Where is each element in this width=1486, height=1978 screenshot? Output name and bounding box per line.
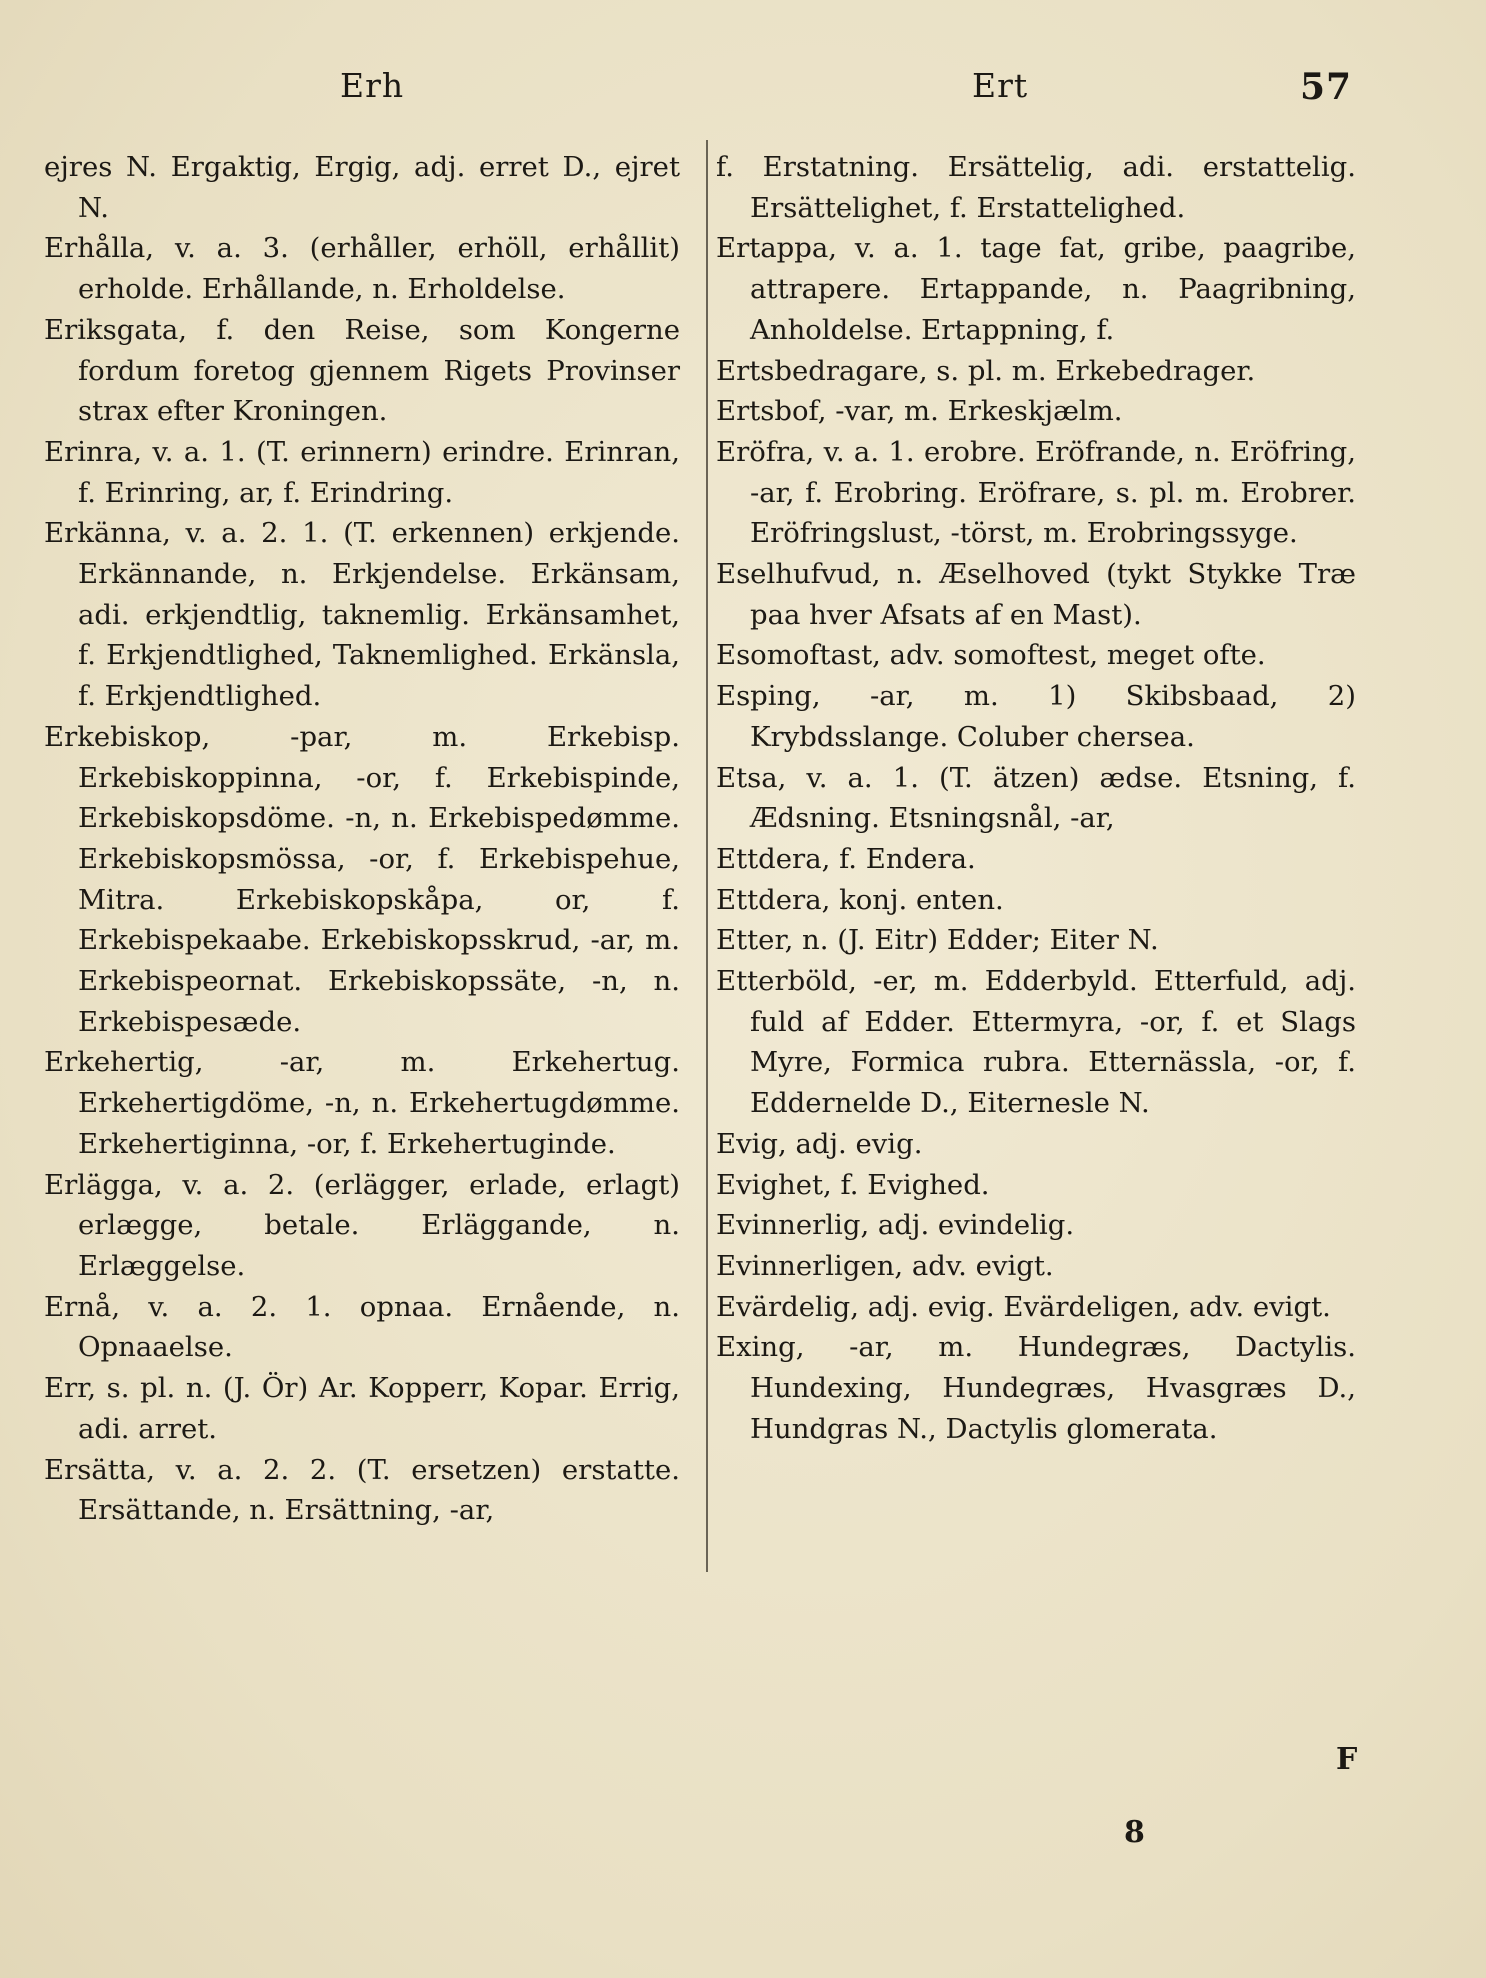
entry-etsa: Etsa, v. a. 1. (T. ätzen) ædse. Etsning, f. Ædsning. Etsningsnål, -ar, <box>716 761 1356 835</box>
entry-etterbold: Etterböld, -er, m. Edderbyld. Etterfuld, adj. fuld af Edder. Ettermyra, -or, f. et Slags Myre, Formica rubra. Etternässla, -or, f. Eddernelde D., Eiternesle N. <box>716 965 1356 1120</box>
right-column <box>716 147 1356 1450</box>
entry-ettdera-1: Ettdera, f. Endera. <box>716 842 976 875</box>
page-number: 57 <box>1300 66 1353 108</box>
entry-err: Err, s. pl. n. (J. Ör) Ar. Kopperr, Kopar. Errig, adi. arret. <box>44 1372 680 1445</box>
entry-ersattning-cont: f. Erstatning. Ersättelig, adi. erstattelig. Ersättelighet, f. Erstattelighed. <box>716 151 1356 224</box>
entry-ettdera-2: Ettdera, konj. enten. <box>716 883 1004 916</box>
entry-eselhufvud: Eselhufvud, n. Æselhoved (tykt Stykke Træ paa hver Afsats af en Mast). <box>716 558 1356 631</box>
entry-erlagga: Erlägga, v. a. 2. (erlägger, erlade, erlagt) erlægge, betale. Erläggande, n. Erlæggelse. <box>44 1168 680 1282</box>
entry-ertsbof: Ertsbof, -var, m. Erkeskjælm. <box>716 395 1123 428</box>
entry-esomoftast: Esomoftast, adv. somoftest, meget ofte. <box>716 639 1266 672</box>
entry-evighet: Evighet, f. Evighed. <box>716 1168 990 1201</box>
entry-etter: Etter, n. (J. Eitr) Edder; Eiter N. <box>716 924 1159 957</box>
entry-erkanna: Erkänna, v. a. 2. 1. (T. erkennen) erkjende. Erkännande, n. Erkjendelse. Erkänsam, adi. erkjendtlig, taknemlig. Erkänsamhet, f. Erkjendtlighed, Taknemlighed. Erkänsla, f. Erkjendtlighed. <box>44 517 680 713</box>
entry-exing: Exing, -ar, m. Hundegræs, Dactylis. Hundexing, Hundegræs, Hvasgræs D., Hundgras N., Dactylis glomerata. <box>716 1331 1356 1445</box>
column-divider <box>706 140 708 1572</box>
entry-ersatta: Ersätta, v. a. 2. 2. (T. ersetzen) erstatte. Ersättande, n. Ersättning, -ar, <box>44 1453 680 1527</box>
entry-evardelig: Evärdelig, adj. evig. Evärdeligen, adv. evigt. <box>716 1290 1331 1323</box>
entry-eriksgata: Eriksgata, f. den Reise, som Kongerne fordum foretog gjennem Rigets Provinser strax efter Kroningen. <box>44 313 680 428</box>
entry-erhalla: Erhålla, v. a. 3. (erhåller, erhöll, erhållit) erholde. Erhållande, n. Erholdelse. <box>44 232 680 306</box>
left-column <box>44 147 680 1531</box>
running-head-right: Ert <box>972 66 1029 105</box>
entry-erkebiskop: Erkebiskop, -par, m. Erkebisp. Erkebiskoppinna, -or, f. Erkebispinde, Erkebiskopsdöme. -n, n. Erkebispedømme. Erkebiskopsmössa, -or, f. Erkebispehue, Mitra. Erkebiskopskåpa, or, f. Erkebispekaabe. Erkebiskopsskrud, -ar, m. Erkebispeornat. Erkebiskopssäte, -n, n. Erkebispesæde. <box>44 720 680 1038</box>
signature-mark: 8 <box>1124 1815 1145 1850</box>
entry-ertappa: Ertappa, v. a. 1. tage fat, gribe, paagribe, attrapere. Ertappande, n. Paagribning, Anholdelse. Ertappning, f. <box>716 232 1356 346</box>
entry-erofra: Eröfra, v. a. 1. erobre. Eröfrande, n. Eröfring, -ar, f. Erobring. Eröfrare, s. pl. m. Erobrer. Eröfringslust, -törst, m. Erobringssyge. <box>716 435 1356 550</box>
entry-evig: Evig, adj. evig. <box>716 1127 923 1160</box>
entry-evinnerlig: Evinnerlig, adj. evindelig. <box>716 1209 1075 1242</box>
entry-erkehertig: Erkehertig, -ar, m. Erkehertug. Erkehertigdöme, -n, n. Erkehertugdømme. Erkehertiginna, -or, f. Erkehertuginde. <box>44 1046 680 1160</box>
entry-ergaktig: ejres N. Ergaktig, Ergig, adj. erret D., ejret N. <box>44 151 680 224</box>
entry-evinnerligen: Evinnerligen, adv. evigt. <box>716 1249 1054 1282</box>
catchword: F <box>1336 1742 1358 1777</box>
running-head-left: Erh <box>340 66 405 105</box>
entry-ertsbedragare: Ertsbedragare, s. pl. m. Erkebedrager. <box>716 354 1256 387</box>
entry-esping: Esping, -ar, m. 1) Skibsbaad, 2) Krybdsslange. Coluber chersea. <box>716 680 1356 753</box>
entry-erinra: Erinra, v. a. 1. (T. erinnern) erindre. Erinran, f. Erinring, ar, f. Erindring. <box>44 435 680 509</box>
entry-erna: Ernå, v. a. 2. 1. opnaa. Ernående, n. Opnaaelse. <box>44 1290 680 1364</box>
